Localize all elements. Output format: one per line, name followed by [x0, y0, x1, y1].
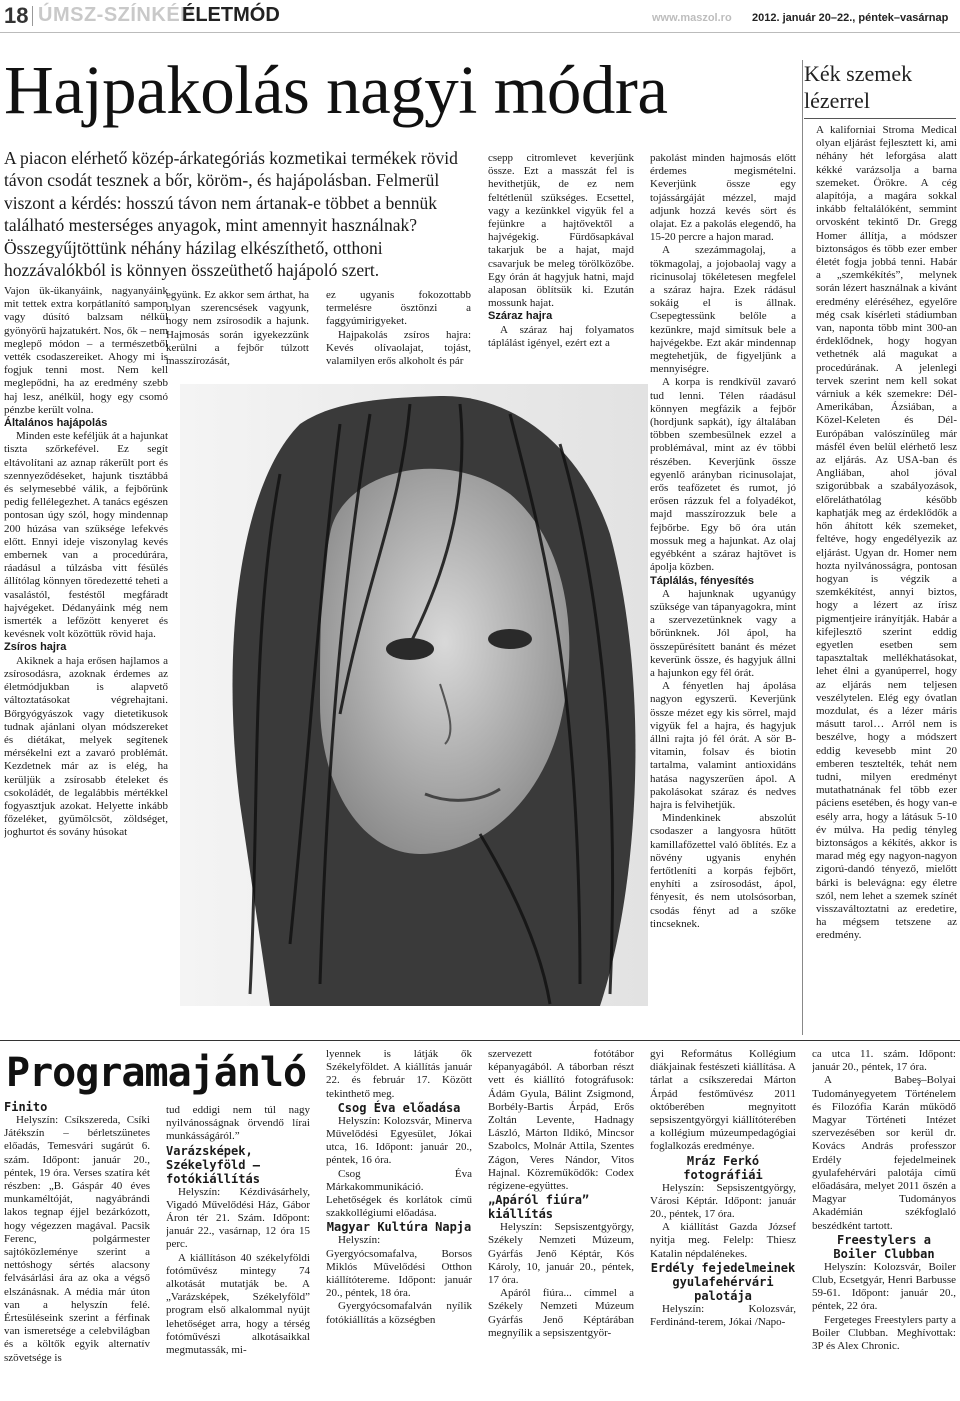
event-text: szervezett fotótábor képanyagából. A táborban részt vett és kiállító fotográfusok: Ádám Gyula, Bálint Zsigmond, Borbély-Bartis Árpád, Erős Zoltán Levente, Hadnagy László, Márton Ildikó, Mincsor Szabolcs, Molnár Attila, Szentes Zágon, Veres Nándor, Vitos Hajnal. Közreműködők: Codex régizene-együttes.: [488, 1048, 634, 1193]
subheading-general-care: Általános hajápolás: [4, 417, 108, 430]
event-title-finito: Finito: [4, 1100, 48, 1114]
portrait-illustration: [180, 384, 648, 1006]
subheading-oily-hair: Zsíros hajra: [4, 641, 67, 654]
event-title-magyar-kultura: Magyar Kultúra Napja: [326, 1220, 472, 1235]
paragraph: együnk. Ez akkor sem árthat, ha olyan szerencsések vagyunk, hogy nem zsírosodik a hajunk. Hajmosás során igyekezzünk kerülni a fejbőr túlzott masszírozását,: [166, 289, 309, 368]
event-text: Gyergyócsomafalván nyílik fotókiállítás a községben: [326, 1300, 472, 1326]
article-lead: A piacon elérhető közép-árkategóriás kozmetikai termékek rövid távon csodát tesznek a bőr, köröm-, és hajápolásban. Felmerül viszont a kérdés: hosszú távon nem ártanak-e többet a bennük található mesterséges anyagok, mint amennyit használnak? Összegyűjtöttünk néhány házilag elkészíthető, otthoni hozzávalókból is könnyen összeüthető hajápoló szert.: [4, 148, 458, 281]
program-column-6: [812, 1048, 956, 1396]
event-text: Helyszín: Sepsiszentgyörgy, Székely Nemzeti Múzeum, Gyárfás Jenő Képtár, Kós Károly, 10, január 20., péntek, 17 óra.: [488, 1221, 634, 1287]
paragraph: A korpa is rendkívül zavaró tud lenni. Télen ráadásul könnyen megfázik a fejbőr (hordjunk sapkát), így általában többen szembesülnek ezzel a problémával, mint az év többi részében. Keverjünk össze egyenlő arányban ricinusolajat, erős teafőzetet és rumot, jó erősen rázzuk fel a folyadékot, majd masszírozzuk bele a fejbőrbe. Egy bő óra után mossuk meg a hajunkat. Az olaj egyébként a száraz hajtövet is ápolja közben.: [650, 376, 796, 574]
issue-date-days: , péntek–vasárnap: [852, 12, 949, 24]
header-divider: [32, 6, 33, 26]
paragraph: Minden este keféljük át a hajunkat tiszta szőrkefével. Ez segít eltávolítani az aznap rákerült port és szennyeződéseket, hajunk tisztábbá és selymesebbé válik, a fejbőrünk pedig fellélegezhet. A tanács egészen pontosan úgy szól, hogy mindennap 200 húzása van szüksége lefekvés előtt. Ennyi ideje viszonylag kevés embernek van a procedúrára, ráadásul a túlzásba vitt fésülés állítólag könnyen töredezetté teheti a vasalástól, festéstől megfáradt hajvégeket. Dédanyáink még nem ismerték a lefőzött kenyeret és kevésnek volt közöttük rövid haja.: [4, 430, 168, 641]
article-column-1: [4, 285, 168, 1025]
event-text: A kiállításon 40 székelyföldi fotóművész mintegy 74 alkotását mutatják be. A „Varázsképek, Székelyföld” program első alkalommal nyújt lehetőséget arra, hogy a térség fotóművészi alkotásaikkal megmutassák, mi-: [166, 1251, 310, 1357]
article-headline: Hajpakolás nagyi módra: [4, 52, 668, 128]
event-text: Helyszín: Kézdivásárhely, Vigadó Művelődési Ház, Gábor Áron tér 21. Szám. Időpont: január 22., vasárnap, 12 óra 15 perc.: [166, 1185, 310, 1251]
sidebar-divider: [802, 60, 803, 1035]
program-title: Programajánló: [6, 1050, 307, 1096]
event-text: lyennek is látják ők Székelyföldet. A kiállítás január 22. és február 17. Között tekinthető meg.: [326, 1048, 472, 1100]
event-text: Csog Éva Márkakommunikáció. Lehetőségek és korlátok című szakkollégiumi előadása.: [326, 1167, 472, 1220]
sidebar-body: [816, 124, 957, 1024]
event-text: A Babeş–Bolyai Tudományegyetem Történelem és Filozófia Karán működő Magyar Történeti Intézet szervezésében sor kerül dr. Kovács András professzor Erdély fejedelmeinek gyulafehérvári palotája című előadására, melyet 2011 őszén a Magyar Tudományos Akadémián székfoglaló beszédként tartott.: [812, 1074, 956, 1232]
article-column-5: [650, 152, 796, 1028]
event-text: A kiállítást Gazda József nyitja meg. Felelp: Thiesz Katalin népdalénekes.: [650, 1221, 796, 1260]
issue-date-year: 2012. január 20–22.: [752, 12, 853, 24]
event-title-mraz-ferko: Mráz Ferkó fotográfiái: [683, 1153, 763, 1182]
event-text: Helyszín: Sepsiszentgyörgy, Városi Képtár. Időpont: január 20., péntek, 17 óra.: [650, 1181, 796, 1221]
paragraph: A száraz haj folyamatos táplálást igényel, ezért ezt a: [488, 323, 634, 349]
event-title-aparol-fiura: „Apáról fiúra” kiállítás: [488, 1193, 590, 1222]
site-url[interactable]: www.maszol.ro: [652, 12, 732, 24]
event-text: Helyszín: Kolozsvár, Boiler Club, Ecsetgyár, Henri Barbusse 59-61. Időpont: január 20., péntek, 22 óra.: [812, 1260, 956, 1313]
event-title-varazskepek: Varázsképek, Székelyföld – fotókiállítás: [166, 1143, 260, 1186]
event-text: Helyszín: Kolozsvár, Ferdinánd-terem, Jókai /Napo-: [650, 1302, 796, 1329]
issue-date: [752, 12, 948, 24]
article-column-4: [488, 152, 634, 377]
paragraph: Akiknek a haja erősen hajlamos a zsírosodásra, azoknak érdemes az életmódjukban is alapvető változtatásokat végrehajtani. Bőrgyógyászok vagy dietetikusok tudnak ajánlani olyan módszereket és diétákat, melyek segítenek mérsékelni ezt a zavaró problémát. Kezdetnek már az is elég, ha kerüljük a zsírosabb ételeket és csokoládét, de legalábbis mértékkel fogyasztjuk azokat. Helyette inkább főzeléket, gyümölcsöt, zöldséget, joghurtot és sovány húsokat: [4, 654, 168, 839]
paragraph: ez ugyanis fokozottabb termelésre ösztönzi a faggyúmirigyeket.: [326, 289, 471, 328]
paragraph: pakolást minden hajmosás előtt érdemes megismételni. Keverjünk össze egy tojássárgáját mézzel, majd adjunk hozzá kevés sört és olajat. Ez a pakolás elegendő, ha 15-20 percre a hajon marad.: [650, 152, 796, 244]
program-column-2: [166, 1104, 310, 1396]
paragraph: A szezámmagolaj, a tökmagolaj, a jojobaolaj vagy a ricinusolaj tökéletesen megfelel a száraz hajra. Ezek rádásul sokáig el is állnak. Csepegtessünk belőle a kezünkre, majd simítsuk bele a hajvégekbe. Ezt akár mindennap megtehetjük, de figyeljünk a mennyiségre.: [650, 244, 796, 376]
program-column-5: [650, 1048, 796, 1396]
event-text: Helyszín: Kolozsvár, Minerva Művelődési Egyesület, Jókai utca, 16. Időpont: január 20., péntek, 16 óra.: [326, 1114, 472, 1167]
article-column-2: [166, 289, 309, 379]
article-photo: [180, 384, 648, 1006]
subheading-dry-hair: Száraz hajra: [488, 310, 553, 323]
sidebar-title: Kék szemek lézerrel: [804, 61, 913, 113]
event-text: Fergeteges Freestylers party a Boiler Clubban. Meghívottak: 3P és Alex Chronic.: [812, 1313, 956, 1353]
sidebar-paragraph: A kaliforniai Stroma Medical olyan eljárást fejlesztett ki, ami néhány hét leforgása alatt kékké varázsolja a barna szemeket. Örökre. A cég alapítója, a magára sokkal inkább feltalálóként, semmint orvosként tekintő Dr. Gregg Homer állítja, a módszer biztonságos és több ezer ember életét fogja jobbá tenni. Habár a „szemkékítés”, melynek során lézert használnak a kivánt eredmény eléréséhez, egyelőre még csak kísérleti stádiumban van, naponta több mint 300-an érdeklődnek, hogy hogyan vethetnék alá magukat a procedúrának. A jelenlegi tervek szerint nem kell sokat várniuk a kék szemekre: Dél-Amerikában, Ázsiában, a Közel-Keleten és Dél-Európában valószínűleg már másfél éven belül elérhető lesz az eljárás. Az USA-ban és Angliában, ahol jóval szigorúbbak a szabályozások, előreláthatólag később kaphatják meg az érdeklődők a hőn áhított kék szemeket, feltéve, hogy engedélyezik az eljárást. Ugyan dr. Homer nem hozta nyilvánosságra, pontosan hogyan is végzik a szemkékítést, annyi biztos, hogy a lézert az írisz pigmentjeire irányítják. Habár a kifejlesztő szerint eddig egyetlen esetben sem tapasztaltak mellékhatásokat, lehet élni a gyanúperrel, hogy az eljárás nem teljesen veszélytelen. Elég egy óvatlan mozdulat, és a lézer máris másutt tarol… Arról nem is beszélve, hogy a módszert eddig kevesebb mint 20 emberen tesztelték, tehát nem tudni, milyen eredményt mutathatnának fel több ezer páciens esetében, és hogy van-e esély arra, hogy a látásuk 5-10 év múlva. Ha pedig tényleg biztonságos a kékítés, akkor is marad még egy nagyon-nagyon zigorú-dandó tényező, mielőtt bárki is belevágna: egy életre szól, nem lehet a szemek színét visszaváltoztatni az eredetire, ha mégsem tetszene az eredmény.: [816, 124, 957, 942]
sidebar-rule: [804, 118, 956, 119]
program-top-rule: [0, 1040, 960, 1041]
event-title-erdely-palota: Erdély fejedelmeinek gyulafehérvári palotája: [650, 1260, 796, 1303]
program-column-3: [326, 1048, 472, 1396]
event-text: ca utca 11. szám. Időpont: január 20., péntek, 17 óra.: [812, 1048, 956, 1074]
paragraph: Hajpakolás zsíros hajra: Kevés olívaolajat, tojást, valamilyen erős alkoholt és pár: [326, 328, 471, 368]
event-text: Apáról fiúra... címmel a Székely Nemzeti Múzeum Gyárfás Jenő Képtárában megnyílik a sepsiszentgyör-: [488, 1287, 634, 1339]
article-column-3: [326, 289, 471, 379]
subheading-nourishing: Táplálás, fényesítés: [650, 574, 754, 587]
paragraph: csepp citromlevet keverjünk össze. Ezt a masszát fel is hevíthetjük, de ez nem feltétlenül szükséges. Ecsettel, vagy a kezünkkel vigyük fel a fejünkre a hajtővektől a hajvégekig. Fürdősapkával takarjuk be a hajat, majd csavarjuk be meleg törölközőbe. Egy órán át hagyjuk hatni, majd alaposan öblítsük ki. Ezután mossunk hajat.: [488, 152, 634, 310]
paragraph: A hajunknak ugyanúgy szüksége van tápanyagokra, mint a szervezetünknek vagy a bőrünknek. Jól ápol, ha összepürésített banánt és mézet keverünk össze, és hagyjuk állni a hajunkon egy fél órát.: [650, 587, 796, 679]
program-column-4: [488, 1048, 634, 1396]
event-title-csog-eva: Csog Éva előadása: [337, 1100, 461, 1115]
event-text: Helyszín: Gyergyócsomafalva, Borsos Miklós Művelődési Otthon kiállítótereme. Időpont: január 20., péntek, 18 óra.: [326, 1234, 472, 1300]
paragraph: Mindenkinek abszolút csodaszer a langyosra hűtött kamillafőzettel való öblítés. Ez a növény ugyanis enyhén fertőtleníti a korpás fejbőrt, enyhíti a zsírosodást, ápol, fényesít, és nem utolsósorban, csodás fényt ad a szőke tincseknek.: [650, 812, 796, 930]
program-column-1: [4, 1100, 150, 1396]
event-text: Helyszín: Csíkszereda, Csíki Játékszín – bérletszünetes előadás, Temesvári sugárút 6. szám. Időpont: január 20., péntek, 19 óra. Verses szatíra két részben: „B. Gáspár 40 éves munkaméltóját, nagyábrándi lakos tegnap éjjel bezárkózott, hogy végezzen magával. Pacsik Ferenc, polgármester sajtóközleménye szerint a nettóshogy sértés alacsony felvásárlási ára az oka a végső elszánásnak. A média már úton van a helyszín felé. Értesüléseink szerint a férfinak van ismeretsége a celebvilágban és a költők egyik alternatív szövetsége is: [4, 1114, 150, 1364]
event-text: gyi Református Kollégium diákjainak festészeti kiállítása. A tárlat a csíkszeredai Márton Árpád festőművész 2011 októberében megnyitott sepsiszentgyörgyi kiállítóterében a kollégium múzeumpedagógiai foglalkozás eredménye.: [650, 1048, 796, 1153]
event-title-freestylers: Freestylers a Boiler Clubban: [833, 1232, 935, 1261]
page-number: 18: [4, 3, 29, 28]
article-intro: Vajon ük-ükanyáink, nagyanyáink mit tettek extra korpátlanító sampon vagy dúsító balzsam nélkül gyönyörű hajzatukért. Nos, ők – nem meglepő módon – a természetből vették csodaszereiket. Ahogy mi is fogjuk tenni most. Nem kell meglepődni, ha az eredmény szebb haj lesz, anélkül, hogy egy csomó pénzbe került volna.: [4, 285, 168, 416]
section-name-light: ÚMSZ-SZÍNKÉP: [38, 4, 194, 26]
event-text: tud eddigi nem túl nagy nyilvánosságnak örvendő lírai munkásságáról.”: [166, 1104, 310, 1143]
section-name-dark: ÉLETMÓD: [182, 4, 280, 26]
paragraph: A fényetlen haj ápolása nagyon egyszerű. Keverjünk össze mézet egy kis sörrel, majd vigyük fel a hajra, és hagyjuk állni rajta jó fél órát. A sör B-vitamin, folsav és biotin tartalma, valamint antioxidáns hatása nagyszerűen ápol. A pakolásokat száraz és nedves hajra is felvihetjük.: [650, 680, 796, 811]
